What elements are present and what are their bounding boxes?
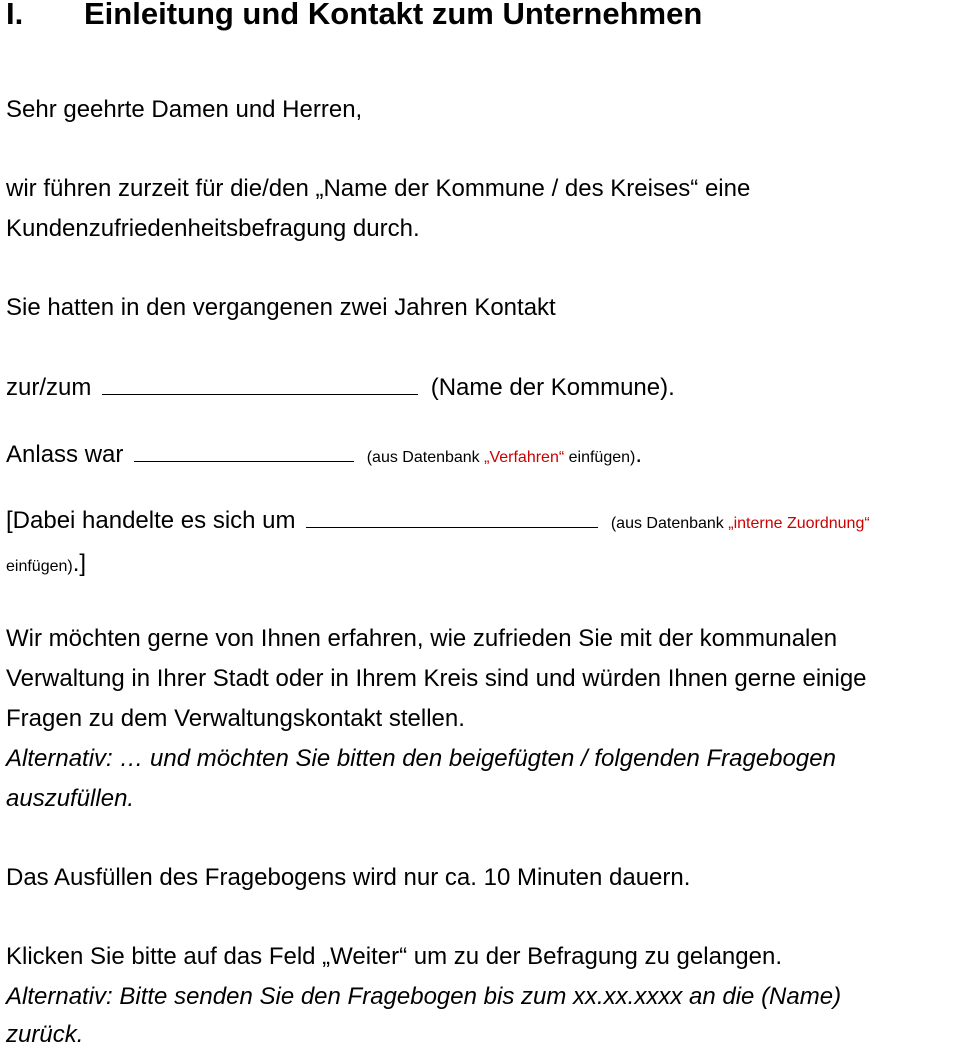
contact-line: Sie hatten in den vergangenen zwei Jahren Kontakt [6,294,556,321]
occasion-blank-field [134,443,354,462]
occasion-hint-suffix: einfügen) [564,449,636,466]
assignment-hint-highlight: „interne Zuordnung“ [728,515,870,532]
body-alternative-line-2: auszufüllen. [6,785,135,812]
body-line-2: Verwaltung in Ihrer Stadt oder in Ihrem Kreis sind und würden Ihnen gerne einige [6,665,867,692]
municipality-blank-field [102,376,418,395]
assignment-end: .] [72,550,87,577]
body-line-1: Wir möchten gerne von Ihnen erfahren, wie zufrieden Sie mit der kommunalen [6,625,838,652]
intro-line-2: Kundenzufriedenheitsbefragung durch. [6,215,420,242]
section-number: I. [6,0,24,31]
section-heading [6,0,702,34]
assignment-row [6,507,870,538]
duration-text: Das Ausfüllen des Fragebogens wird nur ca. 10 Minuten dauern. [6,864,691,891]
body-alternative-line-1: Alternativ: … und möchten Sie bitten den beigefügten / folgenden Fragebogen [6,745,836,772]
occasion-end: . [635,441,643,468]
occasion-hint-prefix: (aus Datenbank [366,449,485,466]
assignment-blank-field [306,509,598,528]
section-title: Einleitung und Kontakt zum Unternehmen [84,0,703,31]
assignment-hint-prefix: (aus Datenbank [610,515,729,532]
instructions-alternative-line-2: zurück. [6,1021,84,1048]
contact-prefix: zur/zum [6,374,92,401]
contact-suffix: (Name der Kommune). [430,374,675,401]
body-line-3: Fragen zu dem Verwaltungskontakt stellen. [6,705,465,732]
assignment-hint [611,515,870,532]
occasion-row [6,441,642,472]
occasion-hint [367,449,636,466]
instructions-alternative-line-1: Alternativ: Bitte senden Sie den Fragebogen bis zum xx.xx.xxxx an die (Name) [6,983,842,1010]
intro-line-1: wir führen zurzeit für die/den „Name der Kommune / des Kreises“ eine [6,175,751,202]
occasion-label: Anlass war [6,441,124,468]
assignment-continuation [6,550,86,581]
assignment-hint-suffix: einfügen) [6,558,73,575]
salutation: Sehr geehrte Damen und Herren, [6,96,363,123]
contact-municipality-row [6,374,675,402]
instructions-line-1: Klicken Sie bitte auf das Feld „Weiter“ um zu der Befragung zu gelangen. [6,943,782,970]
assignment-label: [Dabei handelte es sich um [6,507,296,534]
occasion-hint-highlight: „Verfahren“ [484,449,565,466]
